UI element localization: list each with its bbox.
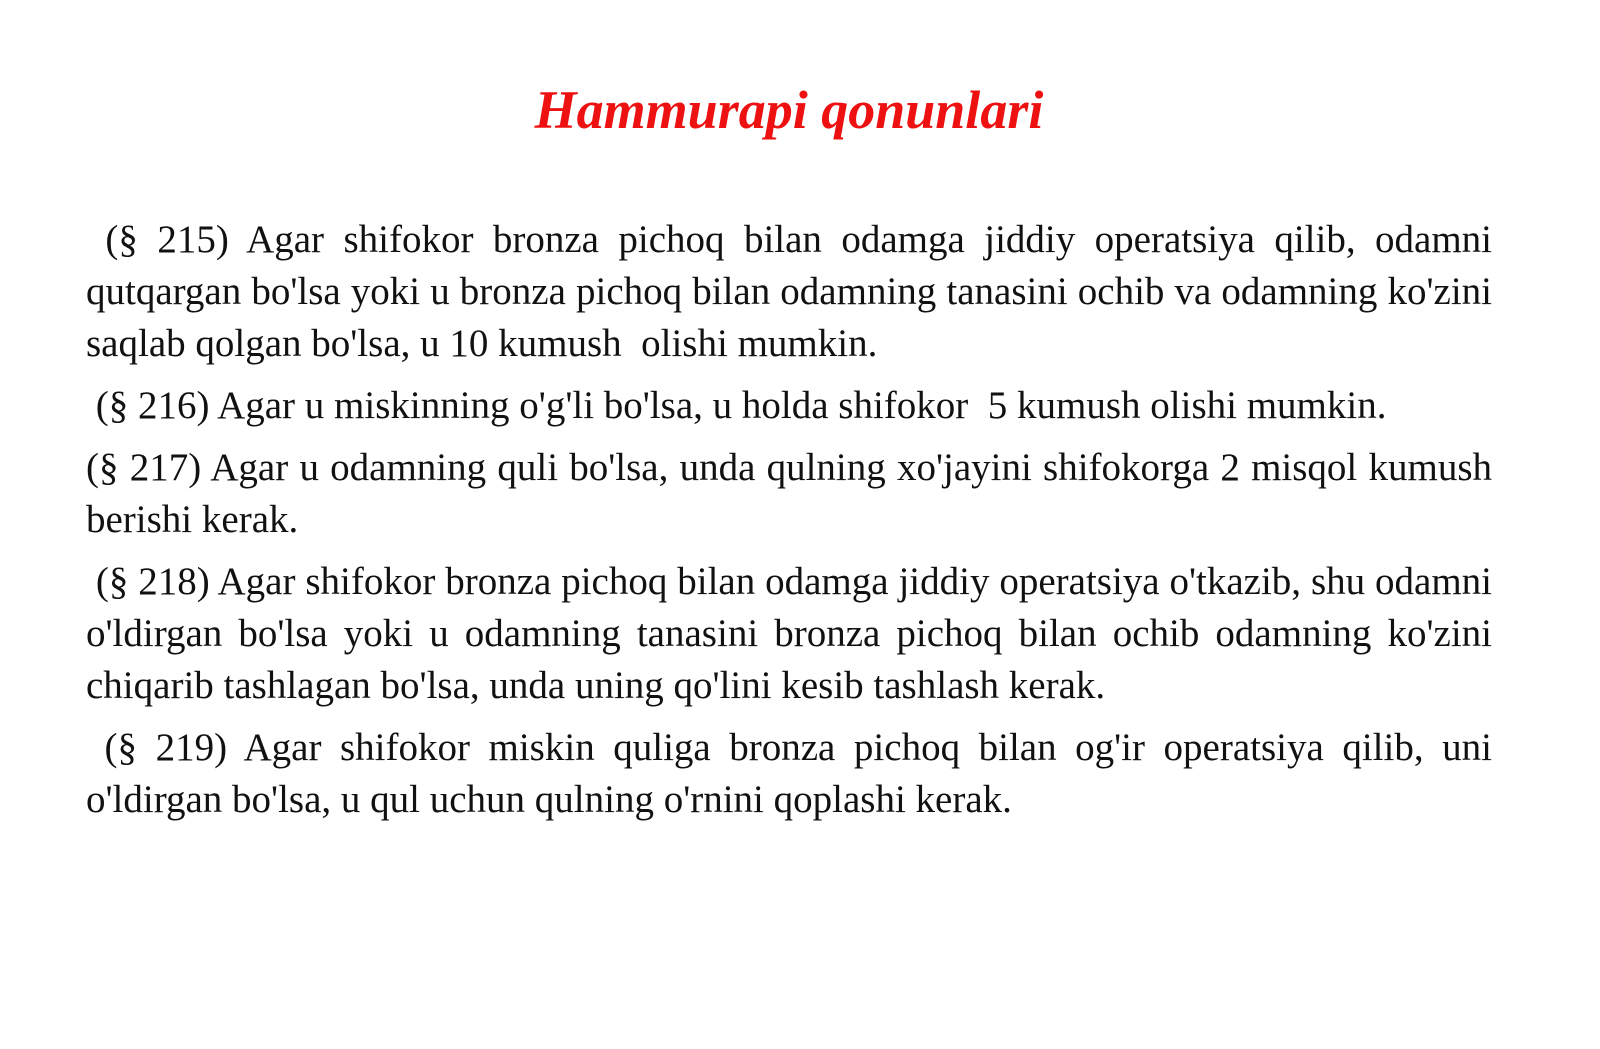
law-paragraph-217: (§ 217) Agar u odamning quli bo'lsa, unda qulning xo'jayini shifokorga 2 misqol kumush berishi kerak. bbox=[86, 446, 1502, 541]
law-paragraph-218: (§ 218) Agar shifokor bronza pichoq bilan odamga jiddiy operatsiya o'tkazib, shu odamni o'ldirgan bo'lsa yoki u odamning tanasini bronza pichoq bilan ochib odamning ko'zini chiqarib tashlagan bo'lsa, unda uning qo'lini kesib tashlash kerak. bbox=[86, 560, 1502, 707]
slide-title: Hammurapi qonunlari bbox=[534, 80, 1044, 140]
law-paragraph-215: (§ 215) Agar shifokor bronza pichoq bilan odamga jiddiy operatsiya qilib, odamni qutqargan bo'lsa yoki u bronza pichoq bilan odamning tanasini ochib va odamning ko'zini saqlab qolgan bo'lsa, u 10 kumush olishi mumkin. bbox=[86, 218, 1502, 365]
laws-list bbox=[86, 214, 1502, 826]
law-paragraph-219: (§ 219) Agar shifokor miskin quliga bronza pichoq bilan og'ir operatsiya qilib, uni o'ldirgan bo'lsa, u qul uchun qulning o'rnini qoplashi kerak. bbox=[86, 726, 1502, 821]
law-paragraph-216: (§ 216) Agar u miskinning o'g'li bo'lsa, u holda shifokor 5 kumush olishi mumkin. bbox=[86, 384, 1387, 427]
